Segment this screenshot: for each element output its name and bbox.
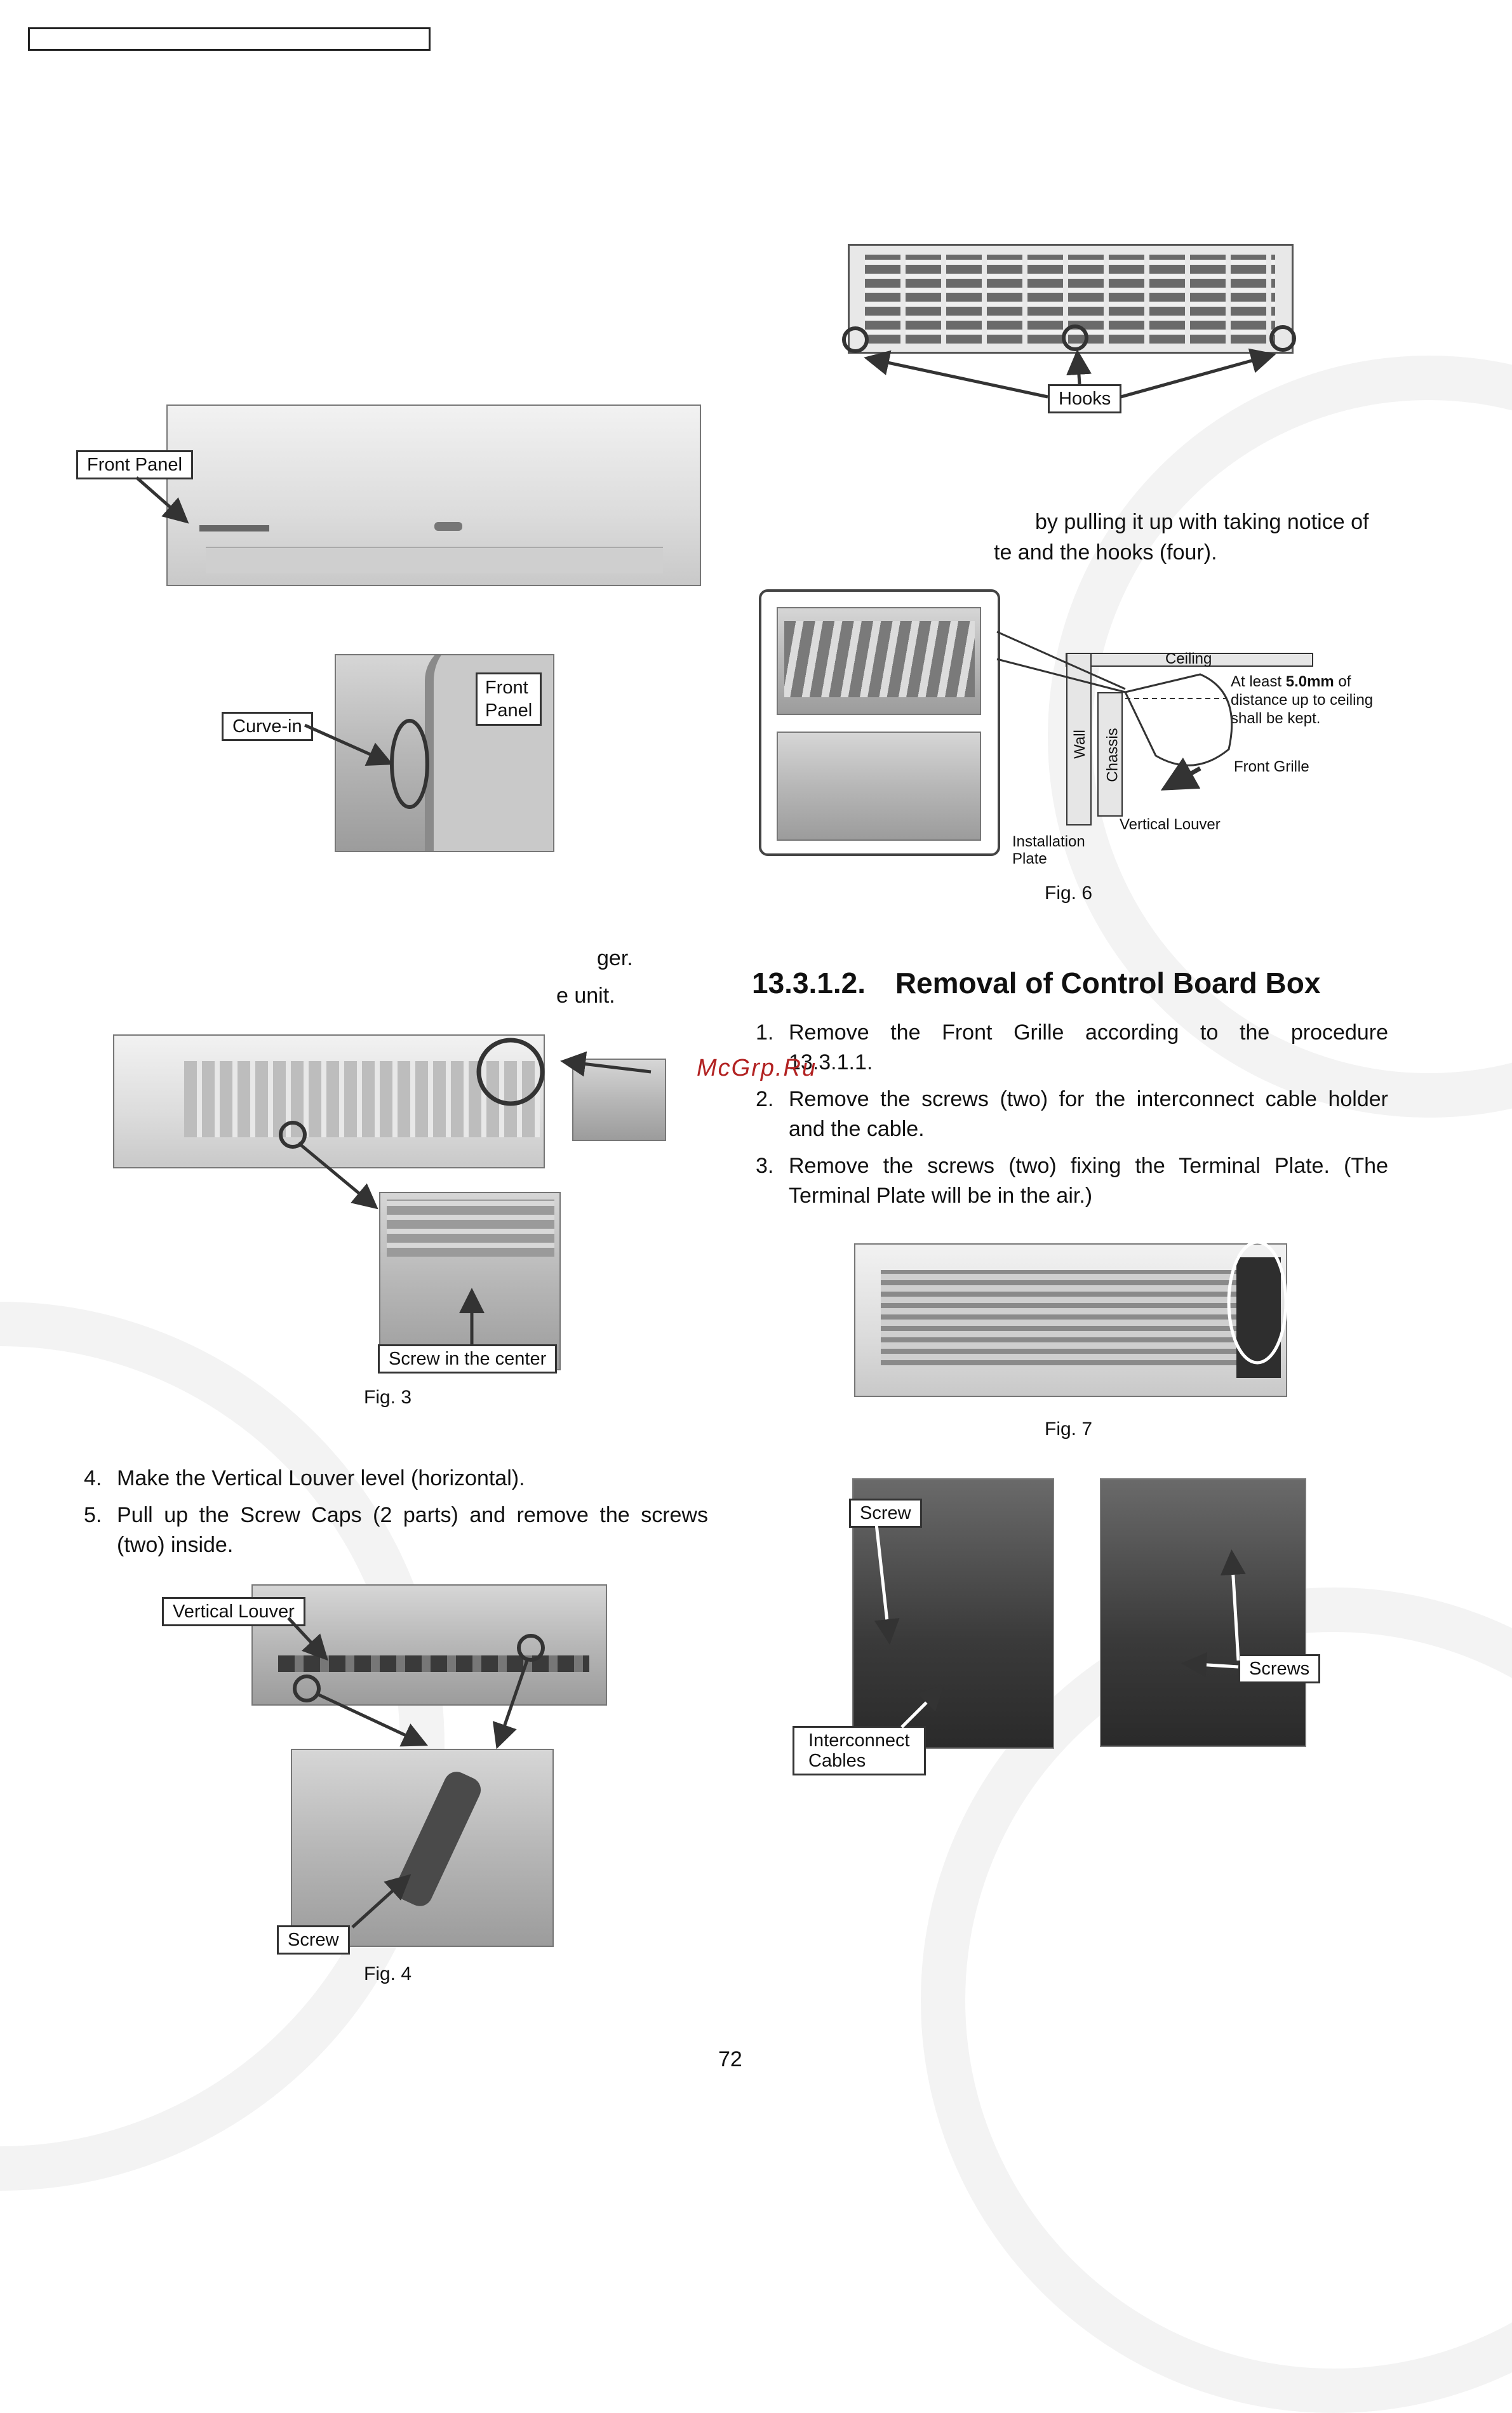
front-grille-label: Front Grille <box>1234 758 1309 775</box>
front-panel-label: Front Panel <box>76 450 193 479</box>
installation-line1: Installation <box>1012 833 1085 850</box>
hooks-label: Hooks <box>1048 384 1121 413</box>
fig6-callout-line-top <box>997 632 1125 689</box>
fig8-screw-arrow <box>876 1524 889 1638</box>
hook-circle-right <box>1271 327 1294 350</box>
fig3-screw-circle <box>281 1123 305 1147</box>
fig3-caption: Fig. 3 <box>364 1387 412 1408</box>
right-step-1-number: 1. <box>756 1020 774 1045</box>
watermark-text: McGrp.Ru <box>697 1055 817 1081</box>
fragment-text-unit: e unit. <box>556 984 615 1008</box>
fig4-left-arrow <box>318 1694 422 1743</box>
hooks-arrow-right <box>1121 356 1270 397</box>
right-step-2-number: 2. <box>756 1087 774 1111</box>
curve-in-label: Curve-in <box>222 712 313 741</box>
at-least-value: 5.0mm <box>1285 673 1334 690</box>
right-step-1-line1: Remove the Front Grille according to the procedure <box>789 1020 1388 1045</box>
right-step-3-line1: Remove the screws (two) fixing the Terminal Plate. (The <box>789 1154 1388 1178</box>
vertical-louver-label: Vertical Louver <box>162 1597 305 1626</box>
interconnect-arrow <box>902 1689 940 1727</box>
chassis-label: Chassis <box>1104 728 1121 782</box>
at-least-line3: shall be kept. <box>1231 710 1321 727</box>
curve-in-circle <box>392 721 427 807</box>
fig4-cap-circle-right <box>519 1636 543 1660</box>
fig6-callout-line-bottom <box>997 659 1125 692</box>
fig6-vertical-louver-label: Vertical Louver <box>1120 816 1221 833</box>
fig3-handle-circle <box>479 1040 542 1104</box>
front-panel-arrow <box>137 478 184 519</box>
at-least-suffix: of <box>1334 673 1351 690</box>
fig7-caption: Fig. 7 <box>1045 1419 1093 1440</box>
step-4-number: 4. <box>84 1466 102 1490</box>
fig8-screw-label: Screw <box>849 1499 922 1528</box>
screws-arrow-bottom <box>1188 1664 1238 1667</box>
fig7-board-circle <box>1229 1242 1286 1363</box>
fig6-caption: Fig. 6 <box>1045 883 1093 904</box>
page-number: 72 <box>718 2047 742 2071</box>
right-step-1-line2: 13.3.1.1. <box>789 1050 873 1074</box>
curve-in-arrow <box>305 725 387 762</box>
at-least-line2: distance up to ceiling <box>1231 692 1374 709</box>
right-step-2-line2: and the cable. <box>789 1117 925 1141</box>
right-step-3-number: 3. <box>756 1154 774 1178</box>
fig3-screw-arrow <box>298 1143 373 1205</box>
fragment-text-hooks-four: te and the hooks (four). <box>994 540 1217 565</box>
screws-arrow-top <box>1232 1556 1238 1661</box>
installation-line2: Plate <box>1012 850 1047 867</box>
screw-center-label: Screw in the center <box>378 1344 557 1374</box>
hook-circle-left <box>844 328 867 351</box>
hook-circle-middle <box>1064 326 1087 349</box>
front-grille-shape <box>1125 674 1232 765</box>
fig4-caption: Fig. 4 <box>364 1963 412 1984</box>
right-step-2-line1: Remove the screws (two) for the interconnect cable holder <box>789 1087 1388 1111</box>
fig4-cap-circle-left <box>295 1676 319 1701</box>
interconnect-line1: Interconnect <box>808 1730 910 1751</box>
hooks-arrow-left <box>870 359 1048 397</box>
right-step-3-line2: Terminal Plate will be in the air.) <box>789 1184 1093 1208</box>
front-grille-arrow <box>1168 768 1200 786</box>
screws-label: Screws <box>1238 1654 1320 1683</box>
step-5-number: 5. <box>84 1503 102 1527</box>
fig4-screw-label: Screw <box>277 1925 350 1955</box>
wall-label: Wall <box>1071 730 1088 759</box>
step-5-line1: Pull up the Screw Caps (2 parts) and remove the screws <box>117 1503 708 1527</box>
step-5-line2: (two) inside. <box>117 1533 234 1557</box>
fig4-screw-arrow <box>352 1878 406 1927</box>
fig4-right-arrow <box>498 1661 527 1743</box>
interconnect-line2: Cables <box>808 1751 866 1771</box>
fragment-text-ger: ger. <box>597 946 633 970</box>
at-least-prefix: At least <box>1231 673 1286 690</box>
section-number: 13.3.1.2. <box>752 966 866 999</box>
front-panel-label-line2: Panel <box>485 700 533 721</box>
step-4-text: Make the Vertical Louver level (horizontal). <box>117 1466 525 1490</box>
fragment-text-pulling: by pulling it up with taking notice of <box>1035 510 1369 534</box>
ceiling-label: Ceiling <box>1165 650 1212 667</box>
hooks-arrow-middle <box>1078 356 1080 384</box>
front-panel-label-line1: Front <box>485 678 528 698</box>
section-title: Removal of Control Board Box <box>895 966 1321 999</box>
vertical-louver-arrow <box>288 1618 324 1656</box>
fig3-detail-arrow <box>566 1062 651 1072</box>
